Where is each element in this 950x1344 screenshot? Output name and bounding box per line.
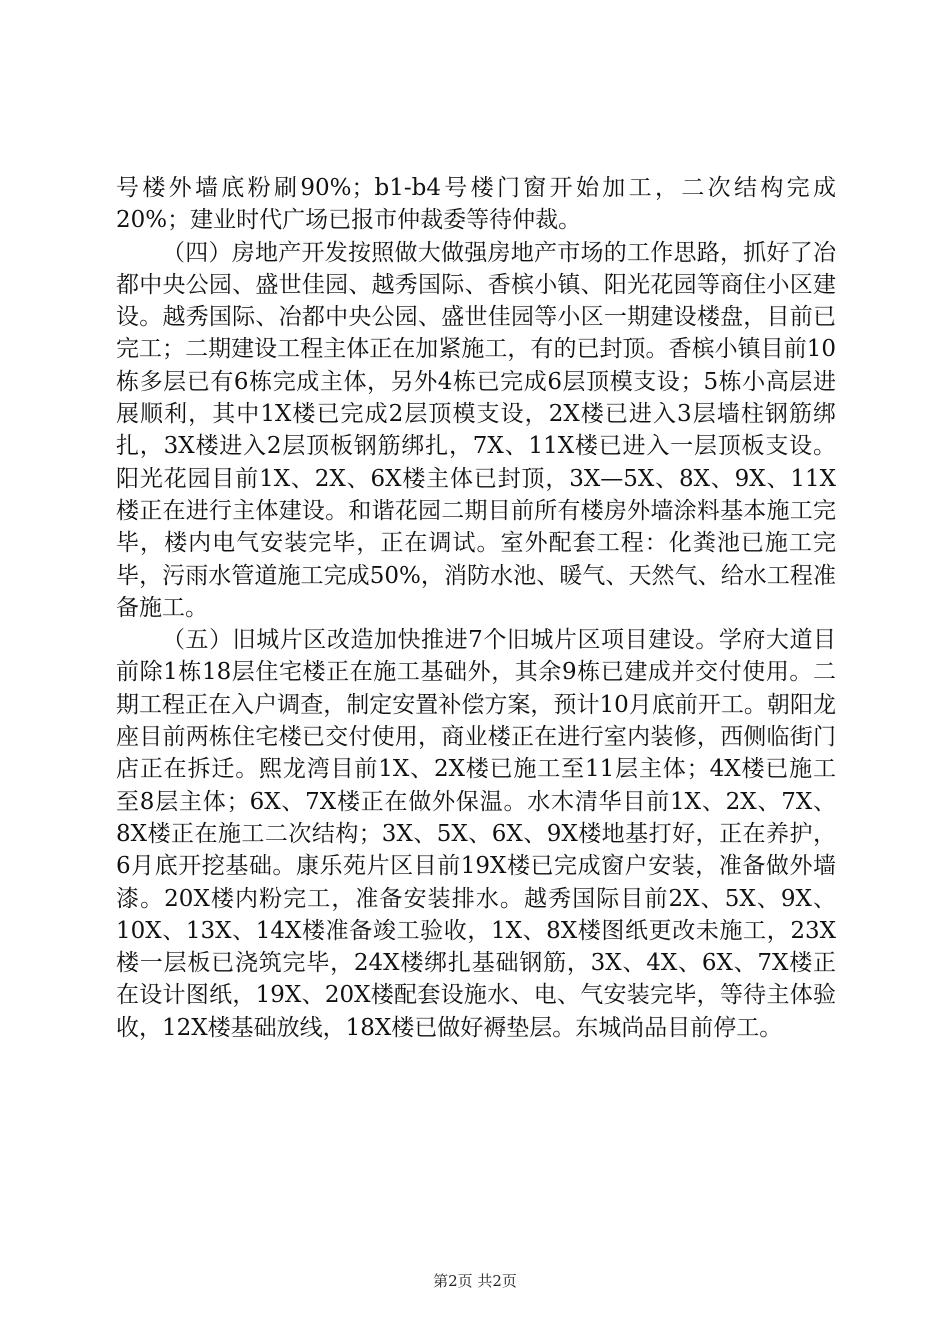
paragraph-old-city-renovation: （五）旧城片区改造加快推进7个旧城片区项目建设。学府大道目前除1栋18层住宅楼正在施工基础外，其余9栋已建成并交付使用。二期工程正在入户调查，制定安置补偿方案，预计10月底前开工。朝阳龙座目前两栋住宅楼已交付使用，商业楼正在进行室内装修，西侧临街门店正在拆迁。熙龙湾目前1X、2X楼已施工至11层主体；4X楼已施工至8层主体；6X、7X楼正在做外保温。水木清华目前1X、2X、7X、8X楼正在施工二次结构；3X、5X、6X、9X楼地基打好，正在养护，6月底开挖基础。康乐苑片区目前19X楼已完成窗户安装，准备做外墙漆。20X楼内粉完工，准备安装排水。越秀国际目前2X、5X、9X、10X、13X、14X楼准备竣工验收，1X、8X楼图纸更改未施工，23X楼一层板已浇筑完毕，24X楼绑扎基础钢筋，3X、4X、6X、7X楼正在设计图纸，19X、20X楼配套设施水、电、气安装完毕，等待主体验收，12X楼基础放线，18X楼已做好褥垫层。东城尚品目前停工。 — [116, 627, 836, 1041]
page-footer: 第2页 共2页 — [433, 1272, 517, 1290]
paragraph-continuation: 号楼外墙底粉刷90%；b1-b4号楼门窗开始加工，二次结构完成20%；建业时代广场已报市仲裁委等待仲裁。 — [116, 175, 836, 234]
document-body — [116, 172, 836, 1044]
paragraph-real-estate-development: （四）房地产开发按照做大做强房地产市场的工作思路，抓好了冶都中央公园、盛世佳园、越秀国际、香槟小镇、阳光花园等商住小区建设。越秀国际、冶都中央公园、盛世佳园等小区一期建设楼盘，目前已完工；二期建设工程主体正在加紧施工，有的已封顶。香槟小镇目前10栋多层已有6栋完成主体，另外4栋已完成6层顶模支设；5栋小高层进展顺利，其中1X楼已完成2层顶模支设，2X楼已进入3层墙柱钢筋绑扎，3X楼进入2层顶板钢筋绑扎，7X、11X楼已进入一层顶板支设。阳光花园目前1X、2X、6X楼主体已封顶，3X—5X、8X、9X、11X楼正在进行主体建设。和谐花园二期目前所有楼房外墙涂料基本施工完毕，楼内电气安装完毕，正在调试。室外配套工程：化粪池已施工完毕，污雨水管道施工完成50%，消防水池、暖气、天然气、给水工程准备施工。 — [116, 239, 836, 621]
